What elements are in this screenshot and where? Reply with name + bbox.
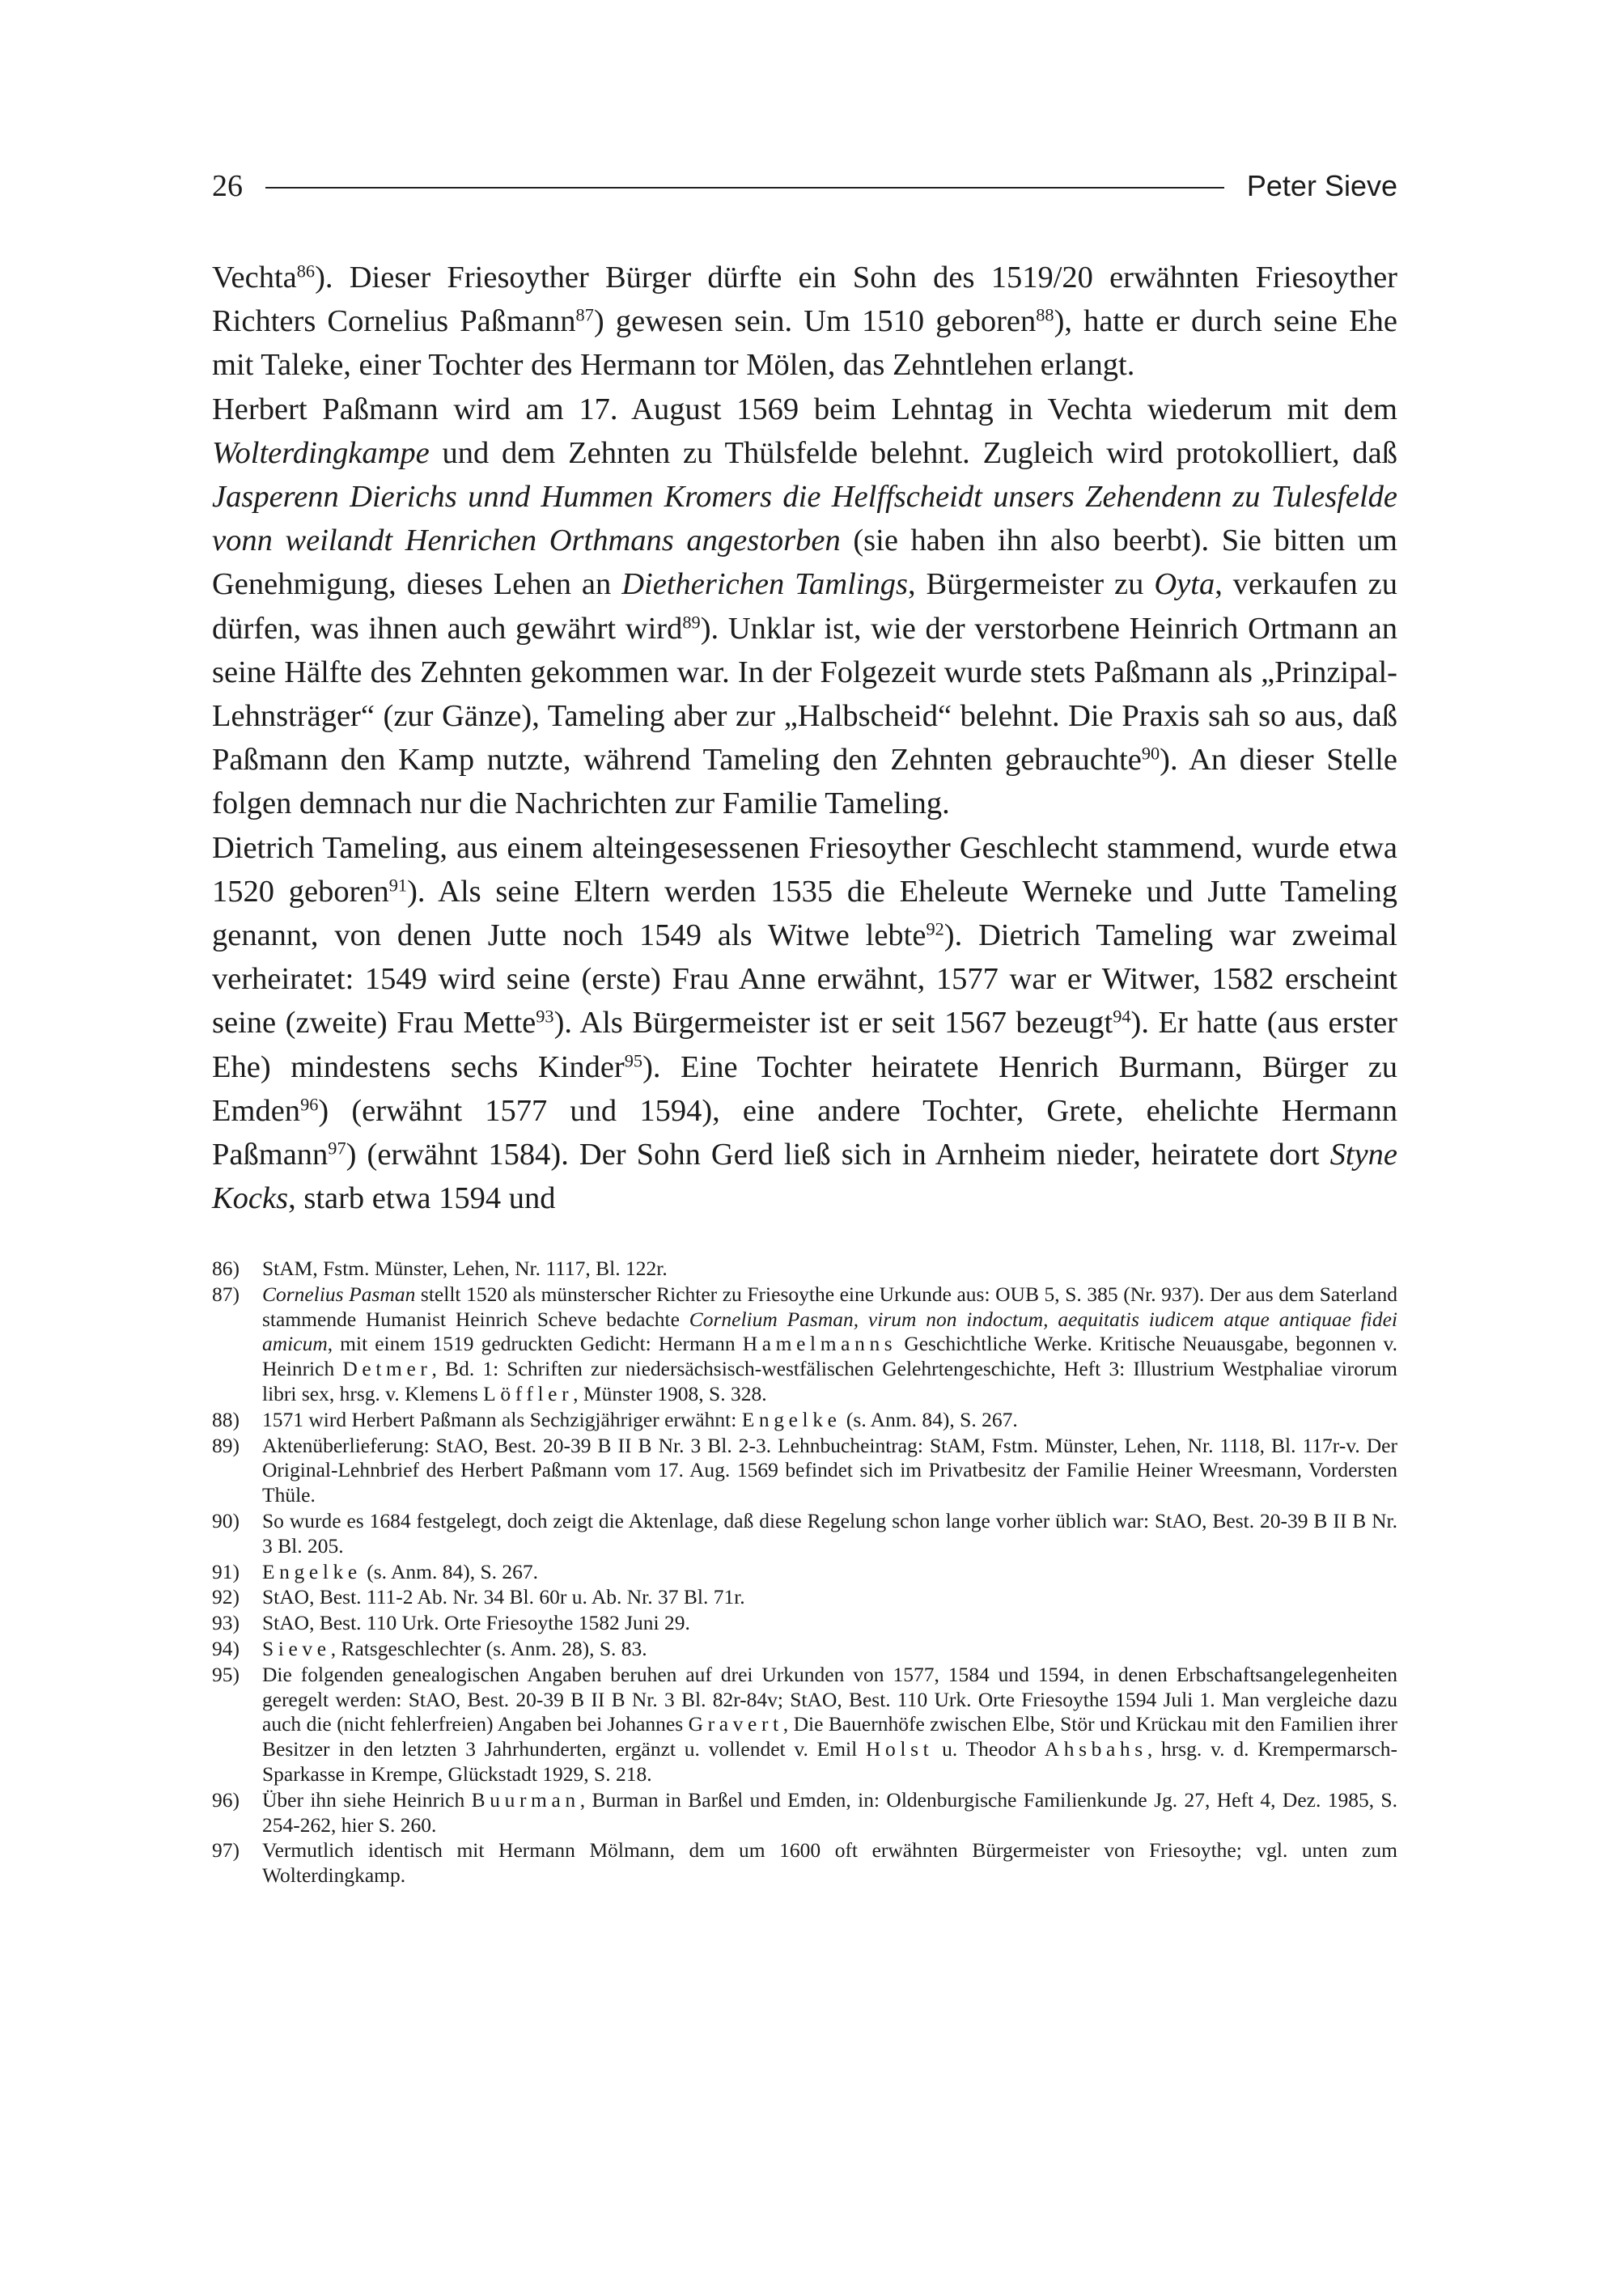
text-run: Aktenüberlieferung: StAO, Best. 20-39 B II B Nr. 3 Bl. 2-3. Lehnbucheintrag: StAM, Fstm. Münster, Lehen, Nr. 1118, Bl. 117r-v. Der Original-Lehnbrief des Herbert Paßmann vom 17. Aug. 1569 befindet sich im Privatbesitz der Familie Heiner Wreesmann, Vordersten Thüle. xyxy=(262,1433,1397,1507)
body-paragraph xyxy=(212,256,1397,388)
body-paragraph xyxy=(212,388,1397,826)
text-run: und dem Zehnten zu Thülsfelde belehnt. Zugleich wird protokolliert, daß xyxy=(429,435,1397,470)
footnote-marker: 87 xyxy=(575,304,594,325)
footnote-marker: 86 xyxy=(296,261,316,282)
author-name: Engelke xyxy=(262,1559,362,1583)
footnote-number: 90) xyxy=(212,1508,240,1532)
footnote-text xyxy=(262,1408,1397,1433)
footnote-number: 92) xyxy=(212,1585,240,1609)
text-run: ) (erwähnt 1577 und 1594), eine andere Tochter, Grete, ehelichte Hermann Paßmann xyxy=(212,1093,1397,1172)
footnote-number: 95) xyxy=(212,1662,240,1686)
text-run: (sie haben ihn also beerbt). Sie bitten um Genehmigung, dieses Lehen an xyxy=(212,523,1397,602)
text-run: StAM, Fstm. Münster, Lehen, Nr. 1117, Bl. 122r. xyxy=(262,1257,668,1280)
footnote-marker: 97 xyxy=(328,1138,346,1159)
text-run: ). Dieser Friesoyther Bürger dürfte ein Sohn des 1519/20 erwähnten Friesoyther Richters Cornelius Paßmann xyxy=(212,261,1397,339)
text-run: , hrsg. v. d. Krempermarsch-Sparkasse in Krempe, Glückstadt 1929, S. 218. xyxy=(262,1737,1397,1786)
footnote-number: 89) xyxy=(212,1433,240,1457)
footnote-text xyxy=(262,1434,1397,1508)
text-run: ). Eine Tochter heiratete Henrich Burmann, Bürger zu Emden xyxy=(212,1049,1397,1128)
text-run: u. Theodor xyxy=(933,1737,1045,1761)
footnote xyxy=(212,1560,1397,1585)
footnote-marker: 94 xyxy=(1113,1007,1131,1028)
text-run: So wurde es 1684 festgelegt, doch zeigt die Aktenlage, daß diese Regelung schon lange vorher üblich war: StAO, Best. 20-39 B II B Nr. 3 Bl. 205. xyxy=(262,1508,1397,1558)
italic-text: Dietherichen Tamlings xyxy=(621,567,908,602)
footnotes xyxy=(212,1257,1397,1889)
footnote-text xyxy=(262,1838,1397,1888)
footnote-text xyxy=(262,1560,1397,1585)
body-paragraph xyxy=(212,826,1397,1221)
text-run: StAO, Best. 110 Urk. Orte Friesoythe 1582 Juni 29. xyxy=(262,1611,690,1635)
italic-text: Cornelium Pasman, virum non indoctum, aequitatis iudicem atque antiquae fidei amicum xyxy=(262,1307,1397,1356)
text-run: , Ratsgeschlechter (s. Anm. 28), S. 83. xyxy=(330,1636,647,1660)
footnote-marker: 96 xyxy=(300,1094,319,1115)
footnote-marker: 95 xyxy=(624,1050,643,1071)
footnote-marker: 92 xyxy=(926,918,944,939)
text-run: Geschichtliche Werke. Kritische Neuausgabe, begonnen v. Heinrich xyxy=(262,1332,1397,1381)
text-run: Dietrich Tameling, aus einem alteingesessenen Friesoyther Geschlecht stammend, wurde etwa 1520 geboren xyxy=(212,830,1397,909)
footnote-text xyxy=(262,1788,1397,1838)
text-run: Vermutlich identisch mit Hermann Mölmann, dem um 1600 oft erwähnten Bürgermeister von Friesoythe; vgl. unten zum Wolterdingkamp. xyxy=(262,1838,1397,1888)
body-text xyxy=(212,256,1397,1220)
running-header xyxy=(212,166,1397,206)
footnote xyxy=(212,1838,1397,1888)
footnote-text xyxy=(262,1663,1397,1787)
text-run: (s. Anm. 84), S. 267. xyxy=(361,1559,539,1583)
footnote xyxy=(212,1637,1397,1662)
footnote-text xyxy=(262,1637,1397,1662)
footnote-number: 93) xyxy=(212,1611,240,1635)
footnote xyxy=(212,1434,1397,1508)
footnote-number: 87) xyxy=(212,1282,240,1306)
footnote-marker: 90 xyxy=(1141,743,1160,764)
author-name: Löffler xyxy=(483,1381,574,1405)
text-run: ), hatte er durch seine Ehe mit Taleke, einer Tochter des Hermann tor Mölen, das Zehntlehen erlangt. xyxy=(212,304,1397,383)
text-run: , mit einem 1519 gedruckten Gedicht: Hermann xyxy=(327,1332,743,1356)
footnote xyxy=(212,1585,1397,1610)
text-run: (s. Anm. 84), S. 267. xyxy=(841,1407,1018,1431)
text-run: ). Unklar ist, wie der verstorbene Heinrich Ortmann an seine Hälfte des Zehnten gekommen war. In der Folgezeit wurde stets Paßmann als „Prinzipal-Lehnsträger“ (zur Gänze), Tameling aber zur „Halbscheid“ belehnt. Die Praxis sah so aus, daß Paßmann den Kamp nutzte, während Tameling den Zehnten gebrauchte xyxy=(212,611,1398,778)
text-run: Vechta xyxy=(212,261,297,295)
footnote-text xyxy=(262,1257,1397,1282)
footnote xyxy=(212,1257,1397,1282)
text-run: , starb etwa 1594 und xyxy=(288,1181,556,1216)
italic-text: Styne Kocks xyxy=(212,1138,1397,1216)
footnote-marker: 88 xyxy=(1036,304,1054,325)
text-run: , Bürgermeister zu xyxy=(907,567,1155,602)
italic-text: Cornelius Pasman xyxy=(262,1282,416,1306)
author-name: Ahsbahs xyxy=(1044,1737,1147,1761)
footnote-number: 86) xyxy=(212,1257,240,1280)
text-run: Über ihn siehe Heinrich xyxy=(262,1787,472,1812)
italic-text: Wolterdingkampe xyxy=(212,435,430,470)
footnote xyxy=(212,1509,1397,1559)
author-name: Sieve xyxy=(262,1636,331,1660)
text-run: ) (erwähnt 1584). Der Sohn Gerd ließ sich in Arnheim nieder, heiratete dort xyxy=(346,1138,1330,1172)
text-run: ). Als seine Eltern werden 1535 die Eheleute Werneke und Jutte Tameling genannt, von denen Jutte noch 1549 als Witwe lebte xyxy=(212,874,1398,953)
text-run: 1571 wird Herbert Paßmann als Sechzigjähriger erwähnt: xyxy=(262,1407,742,1431)
text-run: , Die Bauernhöfe zwischen Elbe, Stör und Krückau mit den Familien ihrer Besitzer in den letzten 3 Jahrhunderten, ergänzt u. vollendet v. Emil xyxy=(262,1712,1397,1761)
text-run: , Burman in Barßel und Emden, in: Oldenburgische Familienkunde Jg. 27, Heft 4, Dez. 1985, S. 254-262, hier S. 260. xyxy=(262,1787,1397,1837)
footnote-number: 97) xyxy=(212,1838,240,1863)
footnote-number: 88) xyxy=(212,1407,240,1431)
footnote-number: 91) xyxy=(212,1559,240,1583)
author-name: Hamelmanns xyxy=(742,1332,897,1356)
text-run: , verkaufen zu dürfen, was ihnen auch gewährt wird xyxy=(212,567,1397,646)
footnote-marker: 89 xyxy=(682,612,701,633)
footnote-text xyxy=(262,1509,1397,1559)
text-run: ). Er hatte (aus erster Ehe) mindestens sechs Kinder xyxy=(212,1006,1397,1084)
footnote-text xyxy=(262,1611,1397,1636)
text-run: ) gewesen sein. Um 1510 geboren xyxy=(593,304,1037,339)
author-name: Engelke xyxy=(741,1407,842,1431)
text-run: ). An dieser Stelle folgen demnach nur die Nachrichten zur Familie Tameling. xyxy=(212,743,1397,821)
text-run: ). Als Bürgermeister ist er seit 1567 bezeugt xyxy=(553,1006,1113,1041)
author-name: Gravert xyxy=(688,1712,783,1736)
text-run: Herbert Paßmann wird am 17. August 1569 beim Lehntag in Vechta wiederum mit dem xyxy=(212,392,1397,426)
text-run: stellt 1520 als münsterscher Richter zu Friesoythe eine Urkunde aus: OUB 5, S. 385 (Nr. 937). Der aus dem Saterland stammende Humanist Heinrich Scheve bedachte xyxy=(262,1282,1397,1331)
footnote-number: 96) xyxy=(212,1787,240,1812)
author-name: Detmer xyxy=(342,1357,432,1381)
italic-text: Jasperenn Dierichs unnd Hummen Kromers die Helffscheidt unsers Zehendenn zu Tulesfelde vonn weilandt Henrichen Orthmans angestorben xyxy=(212,480,1397,558)
author-name: Buurman xyxy=(471,1787,580,1812)
text-run: , Münster 1908, S. 328. xyxy=(573,1381,767,1405)
footnote xyxy=(212,1408,1397,1433)
footnote-marker: 91 xyxy=(388,875,408,896)
text-run: , Bd. 1: Schriften zur niedersächsisch-westfälischen Gelehrtengeschichte, Heft 3: Illustrium Westphaliae virorum libri sex, hrsg. v. Klemens xyxy=(262,1357,1397,1405)
footnote xyxy=(212,1282,1397,1407)
text-run: Die folgenden genealogischen Angaben beruhen auf drei Urkunden von 1577, 1584 und 1594, in denen Erbschaftsangelegenheiten geregelt werden: StAO, Best. 20-39 B II B Nr. 3 Bl. 82r-84v; StAO, Best. 110 Urk. Orte Friesoythe 1594 Juli 1. Man vergleiche dazu auch die (nicht fehlerfreien) Angaben bei Johannes xyxy=(262,1662,1397,1736)
footnote xyxy=(212,1611,1397,1636)
running-head-author: Peter Sieve xyxy=(1246,169,1397,202)
footnote xyxy=(212,1788,1397,1838)
text-run: StAO, Best. 111-2 Ab. Nr. 34 Bl. 60r u. Ab. Nr. 37 Bl. 71r. xyxy=(262,1585,745,1609)
footnote xyxy=(212,1663,1397,1787)
footnote-text xyxy=(262,1282,1397,1407)
italic-text: Oyta xyxy=(1154,567,1215,602)
footnote-marker: 93 xyxy=(536,1007,554,1028)
header-rule xyxy=(265,187,1224,189)
page-number: 26 xyxy=(212,169,243,203)
footnote-text xyxy=(262,1585,1397,1610)
text-run: ). Dietrich Tameling war zweimal verheiratet: 1549 wird seine (erste) Frau Anne erwähnt, 1577 war er Witwer, 1582 erscheint seine (zweite) Frau Mette xyxy=(212,918,1398,1041)
footnote-number: 94) xyxy=(212,1636,240,1660)
author-name: Holst xyxy=(866,1737,934,1761)
